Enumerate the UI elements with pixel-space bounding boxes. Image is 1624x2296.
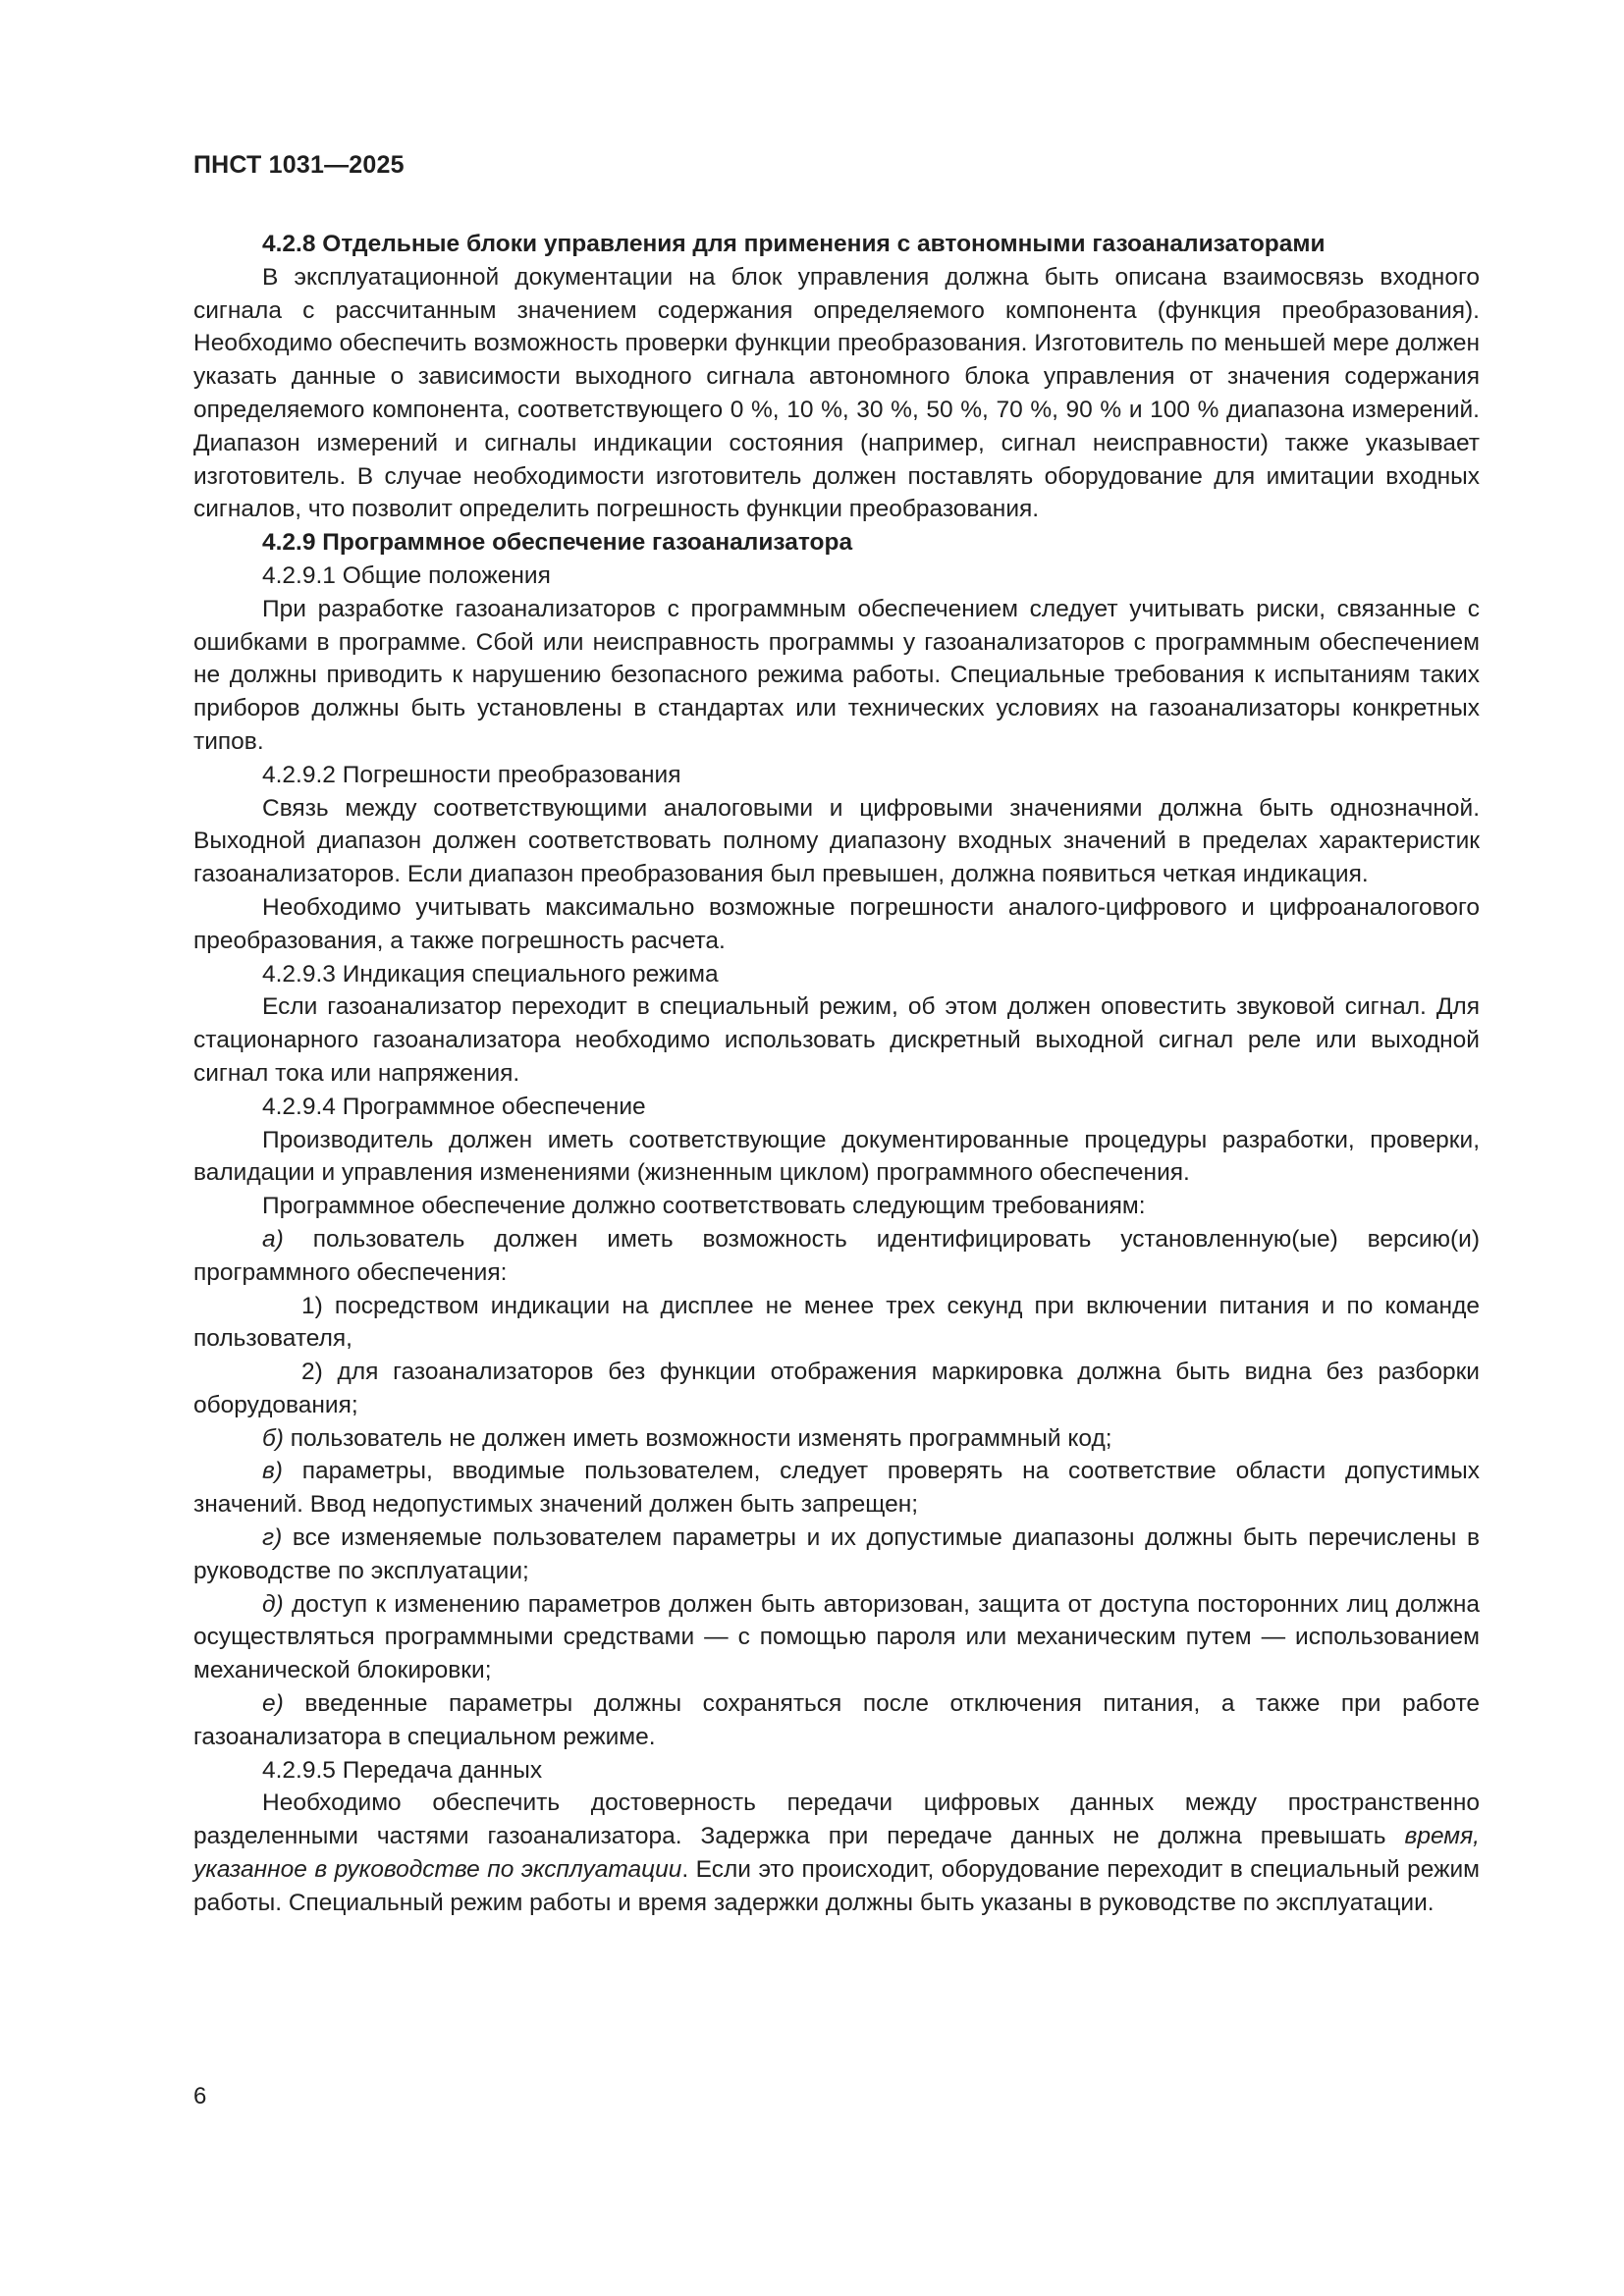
list-item-g xyxy=(193,1522,1480,1588)
section-4-2-9-5-paragraph xyxy=(193,1787,1480,1919)
list-item-a-1: 1) посредством индикации на дисплее не менее трех секунд при включении питания и по команде пользователя, xyxy=(193,1292,1480,1353)
section-4-2-9-5-text-end: . Если это происходит, оборудование переходит в специальный режим работы. Специальный режим работы и время задержки должны быть указаны в руководстве по эксплуатации. xyxy=(193,1856,1481,1916)
list-item-b xyxy=(193,1422,1480,1456)
list-item-e xyxy=(193,1687,1480,1754)
document-body xyxy=(193,228,1480,1920)
list-item-v-letter: в) xyxy=(262,1458,283,1485)
list-item-g-letter: г) xyxy=(262,1524,283,1552)
page-number: 6 xyxy=(193,2083,207,2109)
section-4-2-9-3-paragraph: Если газоанализатор переходит в специальный режим, об этом должен оповестить звуковой сигнал. Для стационарного газоанализатора необходимо использовать дискретный выходной сигнал реле или выходной сигнал тока или напряжения. xyxy=(193,993,1480,1087)
section-4-2-9-2-paragraph-1: Связь между соответствующими аналоговыми и цифровыми значениями должна быть однозначной. Выходной диапазон должен соответствовать полному диапазону входных значений в пределах характеристик газоанализаторов. Если диапазон преобразования был превышен, должна появиться четкая индикация. xyxy=(193,794,1480,888)
section-4-2-9-2-paragraph-2: Необходимо учитывать максимально возможные погрешности аналого-цифрового и цифроаналогового преобразования, а также погрешность расчета. xyxy=(193,893,1480,954)
list-item-a-text: пользователь должен иметь возможность идентифицировать установленную(ые) версию(и) программного обеспечения: xyxy=(193,1225,1480,1286)
section-4-2-9-3-heading: 4.2.9.3 Индикация специального режима xyxy=(262,960,719,988)
list-item-b-letter: б) xyxy=(262,1424,284,1452)
section-4-2-9-1-heading: 4.2.9.1 Общие положения xyxy=(262,561,551,589)
section-4-2-9-2-heading: 4.2.9.2 Погрешности преобразования xyxy=(262,761,681,788)
list-item-g-text: все изменяемые пользователем параметры и их допустимые диапазоны должны быть перечислены в руководстве по эксплуатации; xyxy=(193,1524,1480,1584)
list-item-a xyxy=(193,1223,1480,1290)
section-4-2-9-5-italic-phrase: время, указанное в руководстве по эксплуатации xyxy=(193,1823,1480,1884)
section-4-2-8-heading: 4.2.8 Отдельные блоки управления для применения с автономными газоанализаторами xyxy=(262,231,1326,257)
list-item-e-text: введенные параметры должны сохраняться после отключения питания, а также при работе газоанализатора в специальном режиме. xyxy=(193,1690,1481,1750)
section-4-2-9-1-paragraph: При разработке газоанализаторов с программным обеспечением следует учитывать риски, связанные с ошибками в программе. Сбой или неисправность программы у газоанализаторов с программным обеспечением не должны приводить к нарушению безопасного режима работы. Специальные требования к испытаниям таких приборов должны быть установлены в стандартах или технических условиях на газоанализаторы конкретных типов. xyxy=(193,595,1480,755)
section-4-2-9-5-text-start: Необходимо обеспечить достоверность передачи цифровых данных между пространственно разделенными частями газоанализатора. Задержка при передаче данных не должна превышать xyxy=(193,1789,1480,1850)
list-item-d-text: доступ к изменению параметров должен быть авторизован, защита от доступа посторонних лиц должна осуществляться программными средствами — с помощью пароля или механическим путем — использованием механической блокировки; xyxy=(193,1590,1480,1684)
section-4-2-9-4-heading: 4.2.9.4 Программное обеспечение xyxy=(262,1093,646,1120)
section-4-2-9-5-heading: 4.2.9.5 Передача данных xyxy=(262,1756,543,1784)
section-4-2-9-4-paragraph-2: Программное обеспечение должно соответствовать следующим требованиям: xyxy=(262,1193,1146,1220)
list-item-d xyxy=(193,1588,1480,1687)
document-code: ПНСТ 1031—2025 xyxy=(193,151,405,179)
section-4-2-9-heading: 4.2.9 Программное обеспечение газоанализатора xyxy=(262,529,853,557)
list-item-v-text: параметры, вводимые пользователем, следует проверять на соответствие области допустимых значений. Ввод недопустимых значений должен быть запрещен; xyxy=(193,1458,1481,1519)
list-item-a-2: 2) для газоанализаторов без функции отображения маркировка должна быть видна без разборки оборудования; xyxy=(193,1359,1480,1418)
list-item-e-letter: е) xyxy=(262,1690,284,1718)
section-4-2-8-paragraph: В эксплуатационной документации на блок управления должна быть описана взаимосвязь входного сигнала с рассчитанным значением содержания определяемого компонента (функция преобразования). Необходимо обеспечить возможность проверки функции преобразования. Изготовитель по меньшей мере должен указать данные о зависимости выходного сигнала автономного блока управления от значения содержания определяемого компонента, соответствующего 0 %, 10 %, 30 %, 50 %, 70 %, 90 % и 100 % диапазона измерений. Диапазон измерений и сигналы индикации состояния (например, сигнал неисправности) также указывает изготовитель. В случае необходимости изготовитель должен поставлять оборудование для имитации входных сигналов, что позволит определить погрешность функции преобразования. xyxy=(193,263,1480,523)
list-item-d-letter: д) xyxy=(262,1590,284,1618)
list-item-v xyxy=(193,1455,1480,1522)
list-item-a-letter: а) xyxy=(262,1225,284,1253)
list-item-b-text: пользователь не должен иметь возможности изменять программный код; xyxy=(290,1424,1112,1452)
section-4-2-9-4-paragraph-1: Производитель должен иметь соответствующие документированные процедуры разработки, проверки, валидации и управления изменениями (жизненным циклом) программного обеспечения. xyxy=(193,1126,1480,1187)
